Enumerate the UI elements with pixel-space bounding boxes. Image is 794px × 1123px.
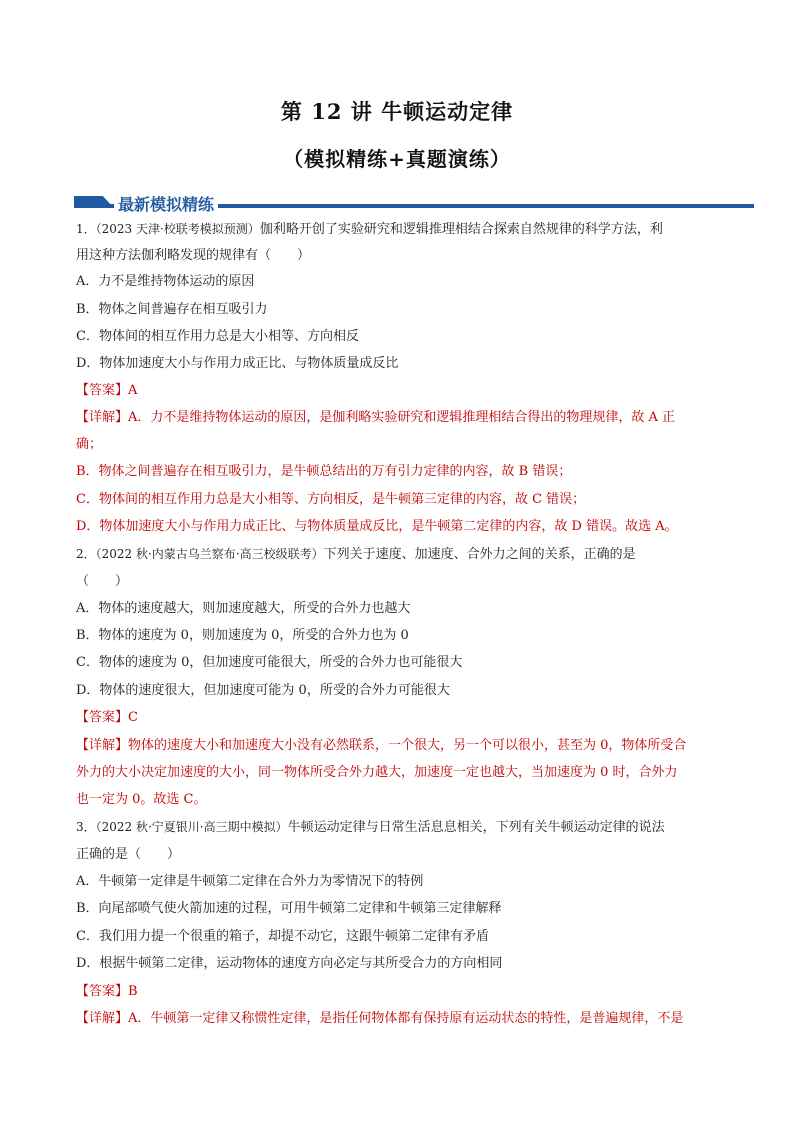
question-2-detail-line-1: 【详解】物体的速度大小和加速度大小没有必然联系，一个很大，另一个可以很小，甚至为 0，物体所受合	[76, 738, 687, 753]
page-subtitle: （模拟精练+真题演练）	[283, 147, 511, 171]
page-title: 第 12 讲 牛顿运动定律	[280, 99, 514, 124]
question-2-option-c: C．物体的速度为 0，但加速度可能很大，所受的合外力也可能很大	[76, 655, 463, 670]
question-2-detail-line-3: 也一定为 0。故选 C。	[76, 792, 207, 807]
section-label: 最新模拟精练	[114, 192, 218, 215]
question-1-option-c: C．物体间的相互作用力总是大小相等、方向相反	[76, 329, 359, 344]
question-1-detail-line-2: 确；	[76, 437, 103, 452]
question-3-option-b: B．向尾部喷气使火箭加速的过程，可用牛顿第二定律和牛顿第三定律解释	[76, 901, 502, 916]
section-header	[74, 193, 754, 215]
question-3-text: 牛顿运动定律与日常生活息息相关，下列有关牛顿运动定律的说法	[287, 820, 665, 835]
question-3-line-2: 正确的是（ ）	[76, 847, 181, 862]
question-3-source: 3．（2022 秋·宁夏银川·高三期中模拟）	[76, 820, 288, 834]
question-1-option-d: D．物体加速度大小与作用力成正比、与物体质量成反比	[76, 356, 399, 371]
question-1-text: 伽利略开创了实验研究和逻辑推理相结合探索自然规律的科学方法，利	[259, 222, 663, 237]
question-3-option-a: A．牛顿第一定律是牛顿第二定律在合外力为零情况下的特例	[76, 874, 424, 889]
question-3-option-c: C．我们用力提一个很重的箱子，却提不动它，这跟牛顿第二定律有矛盾	[76, 929, 489, 944]
question-1-line-2: 用这种方法伽利略发现的规律有（ ）	[76, 248, 311, 263]
question-1-source: 1．（2023 天津·校联考模拟预测）	[76, 222, 260, 236]
question-1-line-1	[76, 221, 726, 238]
question-1-detail-line-5: D．物体加速度大小与作用力成正比、与物体质量成反比，是牛顿第二定律的内容，故 D 错误。故选 A。	[76, 519, 678, 534]
question-1-option-a: A．力不是维持物体运动的原因	[76, 274, 255, 289]
question-2-option-d: D．物体的速度很大，但加速度可能为 0，所受的合外力可能很大	[76, 683, 450, 698]
question-2-line-2: （ ）	[76, 574, 129, 589]
question-1-detail-line-4: C．物体间的相互作用力总是大小相等、方向相反，是牛顿第三定律的内容，故 C 错误；	[76, 492, 586, 507]
question-1-detail-line-1: 【详解】A．力不是维持物体运动的原因，是伽利略实验研究和逻辑推理相结合得出的物理规律，故 A 正	[76, 410, 676, 425]
question-1-option-b: B．物体之间普遍存在相互吸引力	[76, 302, 268, 317]
section-tab-shape	[74, 196, 114, 208]
question-2-option-b: B．物体的速度为 0，则加速度为 0，所受的合外力也为 0	[76, 628, 409, 643]
question-3-detail-line-1: 【详解】A．牛顿第一定律又称惯性定律，是指任何物体都有保持原有运动状态的特性，是普遍规律，不是	[76, 1011, 684, 1026]
question-3-option-d: D．根据牛顿第二定律，运动物体的速度方向必定与其所受合力的方向相同	[76, 956, 503, 971]
question-1-answer: 【答案】A	[76, 383, 138, 398]
question-2-answer: 【答案】C	[76, 710, 138, 725]
question-2-line-1	[76, 546, 726, 563]
question-2-source: 2．（2022 秋·内蒙古乌兰察布·高三校级联考）	[76, 547, 324, 561]
question-2-option-a: A．物体的速度越大，则加速度越大，所受的合外力也越大	[76, 601, 411, 616]
question-3-answer: 【答案】B	[76, 984, 138, 999]
question-3-line-1	[76, 819, 726, 836]
question-2-text: 下列关于速度、加速度、合外力之间的关系，正确的是	[323, 547, 636, 562]
question-2-detail-line-2: 外力的大小决定加速度的大小，同一物体所受合外力越大，加速度一定也越大，当加速度为 0 时，合外力	[76, 765, 678, 780]
question-1-detail-line-3: B．物体之间普遍存在相互吸引力，是牛顿总结出的万有引力定律的内容，故 B 错误；	[76, 464, 572, 479]
